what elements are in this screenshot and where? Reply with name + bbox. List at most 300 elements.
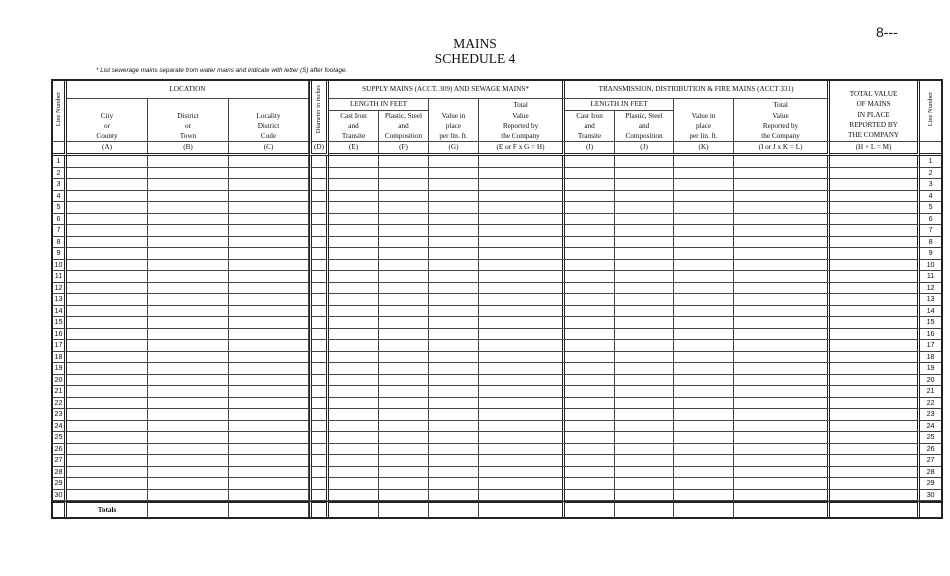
trans-value-per-ft-cell[interactable] [674, 283, 734, 295]
supply-cast-iron-cell[interactable] [329, 237, 379, 249]
diameter-cell[interactable] [309, 283, 329, 295]
supply-total-value-cell[interactable] [479, 248, 565, 260]
city-cell[interactable] [67, 490, 148, 502]
supply-total-value-cell[interactable] [479, 432, 565, 444]
district-cell[interactable] [148, 375, 229, 387]
supply-value-per-ft-cell[interactable] [429, 283, 479, 295]
trans-plastic-cell[interactable] [615, 191, 674, 203]
totals-trans-total-value-cell[interactable] [734, 501, 830, 517]
diameter-cell[interactable] [309, 375, 329, 387]
trans-total-value-cell[interactable] [734, 283, 830, 295]
diameter-cell[interactable] [309, 191, 329, 203]
supply-cast-iron-cell[interactable] [329, 340, 379, 352]
locality-code-cell[interactable] [229, 386, 309, 398]
district-cell[interactable] [148, 455, 229, 467]
supply-cast-iron-cell[interactable] [329, 214, 379, 226]
supply-total-value-cell[interactable] [479, 294, 565, 306]
diameter-cell[interactable] [309, 214, 329, 226]
city-cell[interactable] [67, 156, 148, 168]
supply-cast-iron-cell[interactable] [329, 294, 379, 306]
supply-plastic-cell[interactable] [379, 214, 429, 226]
diameter-cell[interactable] [309, 168, 329, 180]
trans-value-per-ft-cell[interactable] [674, 329, 734, 341]
trans-cast-iron-cell[interactable] [565, 329, 615, 341]
supply-cast-iron-cell[interactable] [329, 444, 379, 456]
trans-cast-iron-cell[interactable] [565, 432, 615, 444]
locality-code-cell[interactable] [229, 409, 309, 421]
trans-total-value-cell[interactable] [734, 444, 830, 456]
supply-total-value-cell[interactable] [479, 386, 565, 398]
supply-total-value-cell[interactable] [479, 421, 565, 433]
supply-cast-iron-cell[interactable] [329, 432, 379, 444]
district-cell[interactable] [148, 490, 229, 502]
trans-total-value-cell[interactable] [734, 432, 830, 444]
trans-value-per-ft-cell[interactable] [674, 271, 734, 283]
trans-value-per-ft-cell[interactable] [674, 409, 734, 421]
district-cell[interactable] [148, 283, 229, 295]
supply-cast-iron-cell[interactable] [329, 202, 379, 214]
district-cell[interactable] [148, 294, 229, 306]
supply-total-value-cell[interactable] [479, 214, 565, 226]
locality-code-cell[interactable] [229, 260, 309, 272]
trans-value-per-ft-cell[interactable] [674, 467, 734, 479]
trans-total-value-cell[interactable] [734, 260, 830, 272]
district-cell[interactable] [148, 271, 229, 283]
supply-cast-iron-cell[interactable] [329, 283, 379, 295]
total-value-cell[interactable] [830, 444, 920, 456]
district-cell[interactable] [148, 421, 229, 433]
trans-total-value-cell[interactable] [734, 352, 830, 364]
trans-plastic-cell[interactable] [615, 214, 674, 226]
diameter-cell[interactable] [309, 306, 329, 318]
city-cell[interactable] [67, 340, 148, 352]
city-cell[interactable] [67, 375, 148, 387]
trans-cast-iron-cell[interactable] [565, 421, 615, 433]
diameter-cell[interactable] [309, 329, 329, 341]
supply-plastic-cell[interactable] [379, 317, 429, 329]
district-cell[interactable] [148, 352, 229, 364]
supply-plastic-cell[interactable] [379, 225, 429, 237]
trans-plastic-cell[interactable] [615, 478, 674, 490]
supply-value-per-ft-cell[interactable] [429, 455, 479, 467]
locality-code-cell[interactable] [229, 214, 309, 226]
diameter-cell[interactable] [309, 490, 329, 502]
locality-code-cell[interactable] [229, 191, 309, 203]
supply-value-per-ft-cell[interactable] [429, 352, 479, 364]
trans-value-per-ft-cell[interactable] [674, 363, 734, 375]
supply-plastic-cell[interactable] [379, 191, 429, 203]
supply-cast-iron-cell[interactable] [329, 363, 379, 375]
supply-value-per-ft-cell[interactable] [429, 179, 479, 191]
district-cell[interactable] [148, 214, 229, 226]
supply-total-value-cell[interactable] [479, 225, 565, 237]
totals-diameter-cell[interactable] [309, 501, 329, 517]
totals-supply-value-per-ft-cell[interactable] [429, 501, 479, 517]
trans-total-value-cell[interactable] [734, 214, 830, 226]
supply-value-per-ft-cell[interactable] [429, 478, 479, 490]
locality-code-cell[interactable] [229, 317, 309, 329]
trans-value-per-ft-cell[interactable] [674, 202, 734, 214]
supply-plastic-cell[interactable] [379, 478, 429, 490]
trans-total-value-cell[interactable] [734, 409, 830, 421]
city-cell[interactable] [67, 398, 148, 410]
supply-value-per-ft-cell[interactable] [429, 294, 479, 306]
trans-plastic-cell[interactable] [615, 467, 674, 479]
trans-plastic-cell[interactable] [615, 294, 674, 306]
diameter-cell[interactable] [309, 444, 329, 456]
trans-cast-iron-cell[interactable] [565, 156, 615, 168]
supply-value-per-ft-cell[interactable] [429, 271, 479, 283]
city-cell[interactable] [67, 294, 148, 306]
supply-total-value-cell[interactable] [479, 340, 565, 352]
supply-value-per-ft-cell[interactable] [429, 214, 479, 226]
district-cell[interactable] [148, 398, 229, 410]
supply-cast-iron-cell[interactable] [329, 455, 379, 467]
trans-cast-iron-cell[interactable] [565, 214, 615, 226]
supply-total-value-cell[interactable] [479, 352, 565, 364]
trans-cast-iron-cell[interactable] [565, 363, 615, 375]
trans-plastic-cell[interactable] [615, 329, 674, 341]
total-value-cell[interactable] [830, 363, 920, 375]
totals-supply-total-value-cell[interactable] [479, 501, 565, 517]
supply-cast-iron-cell[interactable] [329, 191, 379, 203]
total-value-cell[interactable] [830, 225, 920, 237]
locality-code-cell[interactable] [229, 329, 309, 341]
trans-total-value-cell[interactable] [734, 340, 830, 352]
locality-code-cell[interactable] [229, 352, 309, 364]
city-cell[interactable] [67, 168, 148, 180]
supply-cast-iron-cell[interactable] [329, 352, 379, 364]
trans-plastic-cell[interactable] [615, 179, 674, 191]
supply-plastic-cell[interactable] [379, 306, 429, 318]
supply-cast-iron-cell[interactable] [329, 467, 379, 479]
locality-code-cell[interactable] [229, 237, 309, 249]
supply-cast-iron-cell[interactable] [329, 248, 379, 260]
trans-plastic-cell[interactable] [615, 156, 674, 168]
trans-total-value-cell[interactable] [734, 386, 830, 398]
total-value-cell[interactable] [830, 478, 920, 490]
total-value-cell[interactable] [830, 179, 920, 191]
locality-code-cell[interactable] [229, 168, 309, 180]
supply-plastic-cell[interactable] [379, 179, 429, 191]
total-value-cell[interactable] [830, 317, 920, 329]
diameter-cell[interactable] [309, 455, 329, 467]
total-value-cell[interactable] [830, 490, 920, 502]
trans-value-per-ft-cell[interactable] [674, 340, 734, 352]
trans-value-per-ft-cell[interactable] [674, 478, 734, 490]
diameter-cell[interactable] [309, 237, 329, 249]
total-value-cell[interactable] [830, 398, 920, 410]
diameter-cell[interactable] [309, 225, 329, 237]
trans-total-value-cell[interactable] [734, 421, 830, 433]
locality-code-cell[interactable] [229, 156, 309, 168]
trans-cast-iron-cell[interactable] [565, 317, 615, 329]
total-value-cell[interactable] [830, 202, 920, 214]
supply-plastic-cell[interactable] [379, 444, 429, 456]
diameter-cell[interactable] [309, 467, 329, 479]
diameter-cell[interactable] [309, 248, 329, 260]
city-cell[interactable] [67, 352, 148, 364]
supply-value-per-ft-cell[interactable] [429, 329, 479, 341]
trans-total-value-cell[interactable] [734, 467, 830, 479]
total-value-cell[interactable] [830, 467, 920, 479]
trans-value-per-ft-cell[interactable] [674, 455, 734, 467]
city-cell[interactable] [67, 260, 148, 272]
diameter-cell[interactable] [309, 156, 329, 168]
trans-plastic-cell[interactable] [615, 386, 674, 398]
supply-cast-iron-cell[interactable] [329, 317, 379, 329]
district-cell[interactable] [148, 340, 229, 352]
district-cell[interactable] [148, 409, 229, 421]
trans-total-value-cell[interactable] [734, 398, 830, 410]
diameter-cell[interactable] [309, 386, 329, 398]
totals-trans-plastic-cell[interactable] [615, 501, 674, 517]
city-cell[interactable] [67, 329, 148, 341]
city-cell[interactable] [67, 409, 148, 421]
supply-value-per-ft-cell[interactable] [429, 444, 479, 456]
total-value-cell[interactable] [830, 283, 920, 295]
diameter-cell[interactable] [309, 363, 329, 375]
supply-cast-iron-cell[interactable] [329, 179, 379, 191]
trans-total-value-cell[interactable] [734, 490, 830, 502]
supply-plastic-cell[interactable] [379, 156, 429, 168]
trans-value-per-ft-cell[interactable] [674, 237, 734, 249]
diameter-cell[interactable] [309, 398, 329, 410]
trans-value-per-ft-cell[interactable] [674, 421, 734, 433]
supply-total-value-cell[interactable] [479, 490, 565, 502]
city-cell[interactable] [67, 317, 148, 329]
trans-plastic-cell[interactable] [615, 352, 674, 364]
supply-value-per-ft-cell[interactable] [429, 409, 479, 421]
trans-total-value-cell[interactable] [734, 271, 830, 283]
district-cell[interactable] [148, 444, 229, 456]
supply-value-per-ft-cell[interactable] [429, 248, 479, 260]
locality-code-cell[interactable] [229, 444, 309, 456]
totals-trans-cast-iron-cell[interactable] [565, 501, 615, 517]
supply-cast-iron-cell[interactable] [329, 225, 379, 237]
total-value-cell[interactable] [830, 386, 920, 398]
city-cell[interactable] [67, 455, 148, 467]
district-cell[interactable] [148, 237, 229, 249]
supply-cast-iron-cell[interactable] [329, 478, 379, 490]
supply-plastic-cell[interactable] [379, 237, 429, 249]
locality-code-cell[interactable] [229, 421, 309, 433]
trans-cast-iron-cell[interactable] [565, 340, 615, 352]
supply-plastic-cell[interactable] [379, 432, 429, 444]
supply-plastic-cell[interactable] [379, 283, 429, 295]
trans-plastic-cell[interactable] [615, 237, 674, 249]
trans-cast-iron-cell[interactable] [565, 248, 615, 260]
supply-plastic-cell[interactable] [379, 340, 429, 352]
trans-plastic-cell[interactable] [615, 260, 674, 272]
supply-total-value-cell[interactable] [479, 306, 565, 318]
total-value-cell[interactable] [830, 191, 920, 203]
locality-code-cell[interactable] [229, 398, 309, 410]
diameter-cell[interactable] [309, 478, 329, 490]
city-cell[interactable] [67, 237, 148, 249]
trans-cast-iron-cell[interactable] [565, 386, 615, 398]
trans-plastic-cell[interactable] [615, 432, 674, 444]
total-value-cell[interactable] [830, 432, 920, 444]
trans-total-value-cell[interactable] [734, 329, 830, 341]
locality-code-cell[interactable] [229, 455, 309, 467]
city-cell[interactable] [67, 202, 148, 214]
trans-value-per-ft-cell[interactable] [674, 317, 734, 329]
trans-value-per-ft-cell[interactable] [674, 156, 734, 168]
locality-code-cell[interactable] [229, 306, 309, 318]
trans-value-per-ft-cell[interactable] [674, 191, 734, 203]
supply-cast-iron-cell[interactable] [329, 156, 379, 168]
diameter-cell[interactable] [309, 317, 329, 329]
district-cell[interactable] [148, 156, 229, 168]
locality-code-cell[interactable] [229, 179, 309, 191]
supply-value-per-ft-cell[interactable] [429, 421, 479, 433]
supply-plastic-cell[interactable] [379, 386, 429, 398]
total-value-cell[interactable] [830, 237, 920, 249]
trans-cast-iron-cell[interactable] [565, 202, 615, 214]
trans-total-value-cell[interactable] [734, 363, 830, 375]
trans-plastic-cell[interactable] [615, 490, 674, 502]
supply-total-value-cell[interactable] [479, 202, 565, 214]
city-cell[interactable] [67, 306, 148, 318]
diameter-cell[interactable] [309, 421, 329, 433]
supply-total-value-cell[interactable] [479, 156, 565, 168]
supply-total-value-cell[interactable] [479, 467, 565, 479]
locality-code-cell[interactable] [229, 340, 309, 352]
supply-value-per-ft-cell[interactable] [429, 306, 479, 318]
supply-value-per-ft-cell[interactable] [429, 168, 479, 180]
city-cell[interactable] [67, 444, 148, 456]
city-cell[interactable] [67, 467, 148, 479]
diameter-cell[interactable] [309, 340, 329, 352]
supply-plastic-cell[interactable] [379, 271, 429, 283]
trans-cast-iron-cell[interactable] [565, 352, 615, 364]
supply-cast-iron-cell[interactable] [329, 490, 379, 502]
trans-plastic-cell[interactable] [615, 317, 674, 329]
diameter-cell[interactable] [309, 260, 329, 272]
locality-code-cell[interactable] [229, 432, 309, 444]
trans-total-value-cell[interactable] [734, 478, 830, 490]
supply-plastic-cell[interactable] [379, 260, 429, 272]
trans-total-value-cell[interactable] [734, 202, 830, 214]
supply-plastic-cell[interactable] [379, 398, 429, 410]
district-cell[interactable] [148, 478, 229, 490]
trans-cast-iron-cell[interactable] [565, 375, 615, 387]
trans-cast-iron-cell[interactable] [565, 283, 615, 295]
total-value-cell[interactable] [830, 455, 920, 467]
trans-total-value-cell[interactable] [734, 156, 830, 168]
trans-cast-iron-cell[interactable] [565, 179, 615, 191]
trans-total-value-cell[interactable] [734, 375, 830, 387]
trans-value-per-ft-cell[interactable] [674, 398, 734, 410]
district-cell[interactable] [148, 306, 229, 318]
supply-value-per-ft-cell[interactable] [429, 260, 479, 272]
supply-value-per-ft-cell[interactable] [429, 202, 479, 214]
city-cell[interactable] [67, 214, 148, 226]
district-cell[interactable] [148, 191, 229, 203]
trans-value-per-ft-cell[interactable] [674, 306, 734, 318]
supply-plastic-cell[interactable] [379, 168, 429, 180]
trans-cast-iron-cell[interactable] [565, 490, 615, 502]
city-cell[interactable] [67, 283, 148, 295]
supply-plastic-cell[interactable] [379, 248, 429, 260]
diameter-cell[interactable] [309, 409, 329, 421]
trans-cast-iron-cell[interactable] [565, 444, 615, 456]
supply-plastic-cell[interactable] [379, 202, 429, 214]
supply-cast-iron-cell[interactable] [329, 409, 379, 421]
city-cell[interactable] [67, 478, 148, 490]
total-value-cell[interactable] [830, 294, 920, 306]
trans-value-per-ft-cell[interactable] [674, 214, 734, 226]
locality-code-cell[interactable] [229, 478, 309, 490]
supply-cast-iron-cell[interactable] [329, 168, 379, 180]
trans-plastic-cell[interactable] [615, 421, 674, 433]
trans-cast-iron-cell[interactable] [565, 168, 615, 180]
total-value-cell[interactable] [830, 375, 920, 387]
diameter-cell[interactable] [309, 202, 329, 214]
supply-value-per-ft-cell[interactable] [429, 386, 479, 398]
district-cell[interactable] [148, 225, 229, 237]
trans-total-value-cell[interactable] [734, 237, 830, 249]
locality-code-cell[interactable] [229, 467, 309, 479]
trans-plastic-cell[interactable] [615, 283, 674, 295]
trans-total-value-cell[interactable] [734, 306, 830, 318]
supply-value-per-ft-cell[interactable] [429, 490, 479, 502]
trans-plastic-cell[interactable] [615, 168, 674, 180]
locality-code-cell[interactable] [229, 294, 309, 306]
trans-value-per-ft-cell[interactable] [674, 444, 734, 456]
district-cell[interactable] [148, 329, 229, 341]
supply-value-per-ft-cell[interactable] [429, 398, 479, 410]
trans-value-per-ft-cell[interactable] [674, 490, 734, 502]
trans-value-per-ft-cell[interactable] [674, 248, 734, 260]
trans-cast-iron-cell[interactable] [565, 455, 615, 467]
supply-total-value-cell[interactable] [479, 260, 565, 272]
trans-total-value-cell[interactable] [734, 294, 830, 306]
supply-total-value-cell[interactable] [479, 237, 565, 249]
city-cell[interactable] [67, 421, 148, 433]
trans-plastic-cell[interactable] [615, 363, 674, 375]
supply-value-per-ft-cell[interactable] [429, 237, 479, 249]
total-value-cell[interactable] [830, 306, 920, 318]
supply-total-value-cell[interactable] [479, 317, 565, 329]
locality-code-cell[interactable] [229, 363, 309, 375]
supply-value-per-ft-cell[interactable] [429, 363, 479, 375]
diameter-cell[interactable] [309, 179, 329, 191]
trans-value-per-ft-cell[interactable] [674, 168, 734, 180]
trans-cast-iron-cell[interactable] [565, 409, 615, 421]
district-cell[interactable] [148, 260, 229, 272]
diameter-cell[interactable] [309, 294, 329, 306]
trans-plastic-cell[interactable] [615, 340, 674, 352]
supply-cast-iron-cell[interactable] [329, 329, 379, 341]
totals-supply-plastic-cell[interactable] [379, 501, 429, 517]
locality-code-cell[interactable] [229, 225, 309, 237]
supply-plastic-cell[interactable] [379, 375, 429, 387]
total-value-cell[interactable] [830, 214, 920, 226]
supply-total-value-cell[interactable] [479, 409, 565, 421]
diameter-cell[interactable] [309, 271, 329, 283]
trans-total-value-cell[interactable] [734, 317, 830, 329]
trans-value-per-ft-cell[interactable] [674, 352, 734, 364]
trans-value-per-ft-cell[interactable] [674, 294, 734, 306]
supply-cast-iron-cell[interactable] [329, 398, 379, 410]
trans-value-per-ft-cell[interactable] [674, 386, 734, 398]
district-cell[interactable] [148, 317, 229, 329]
total-value-cell[interactable] [830, 409, 920, 421]
totals-locality-code-cell[interactable] [229, 501, 309, 517]
district-cell[interactable] [148, 432, 229, 444]
